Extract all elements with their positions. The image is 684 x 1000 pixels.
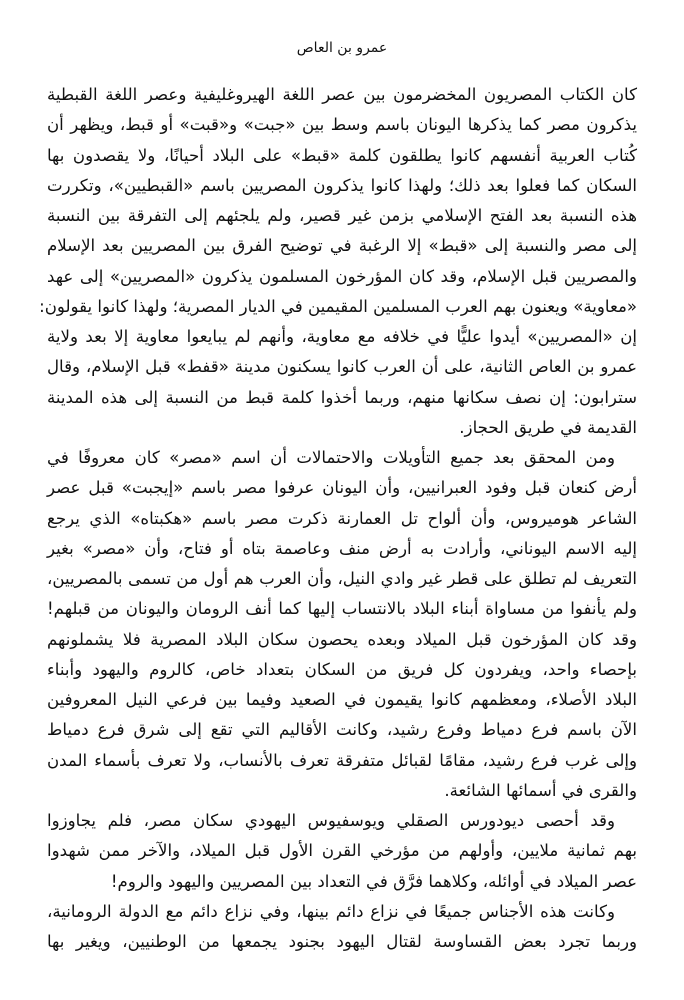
text-line: التعريف لم تطلق على قطر غير وادي النيل، وأن العرب هم أول من تسمى بالمصريين، bbox=[47, 569, 637, 588]
text-line: وقد كان المؤرخون قبل الميلاد وبعده يحصون سكان البلاد المصرية فلا يشملونهم bbox=[47, 629, 637, 649]
text-line: أرض كنعان قبل وفود العبرانيين، وأن اليونان عرفوا مصر باسم «إيجبت» قبل عصر bbox=[47, 478, 637, 498]
text-line: الآن باسم فرع دمياط وفرع رشيد، وكانت الأقاليم التي تقع إلى شرق فرع دمياط bbox=[47, 720, 637, 740]
text-line: السكان كما فعلوا بعد ذلك؛ ولهذا كانوا يذكرون المصريين باسم «القبطيين»، وتكررت bbox=[47, 175, 637, 195]
text-line: ولم يأنفوا من مساواة أبناء البلاد بالانتساب إليها كما أنف الرومان واليونان من قبلهم! bbox=[47, 599, 637, 619]
text-line: كان الكتاب المصريون المخضرمون بين عصر اللغة الهيروغليفية وعصر اللغة القبطية bbox=[47, 85, 637, 104]
text-line: كُتاب العربية أنفسهم كانوا يطلقون كلمة «قبط» على البلاد أحيانًا، ولا يقصدون بها bbox=[47, 145, 637, 165]
running-header-title: عمرو بن العاص bbox=[296, 40, 388, 56]
body-text bbox=[39, 80, 637, 957]
text-line: عمرو بن العاص الثانية، على أن العرب كانوا يسكنون مدينة «قفط» قبل الإسلام، وقال bbox=[47, 357, 637, 377]
text-line: وربما تجرد بعض القساوسة لقتال اليهود بجنود يجمعها من الوطنيين، ويغير بها bbox=[47, 932, 637, 951]
text-line: وكانت هذه الأجناس جميعًا في نزاع دائم بينها، وفي نزاع دائم مع الدولة الرومانية، bbox=[47, 901, 615, 921]
text-line: «معاوية» ويعنون بهم العرب المسلمين المقيمين في الديار المصرية؛ ولهذا كانوا يقولون: bbox=[39, 296, 637, 316]
text-line: والمصريين قبل الإسلام، وقد كان المؤرخون المسلمون يذكرون «المصريين» إلى عهد bbox=[47, 266, 637, 286]
text-line: إن «المصريين» أيدوا عليًّا في خلافه مع معاوية، وأنهم لم يبايعوا معاوية إلا بعد ولاية bbox=[47, 327, 637, 346]
text-line: إليه الاسم اليوناني، وأرادت به أرض منف وعاصمة بتاه أو فتاح، وأن «مصر» بغير bbox=[47, 538, 637, 558]
text-line: الشاعر هوميروس، وأن ألواح تل العمارنة ذكرت مصر باسم «هكبتاه» الذي يرجع bbox=[47, 508, 637, 528]
text-line: بهم ثمانية ملايين، وأولهم من مؤرخي القرن الأول قبل الميلاد، والآخر ممن شهدوا bbox=[47, 841, 637, 861]
text-line: والقرى في أسمائها الشائعة. bbox=[444, 780, 637, 800]
text-line: يذكرون مصر كما يذكرها اليونان باسم وسط بين «جبت» و«قبت» أو قبط، ويظهر أن bbox=[47, 115, 637, 135]
text-line: عصر الميلاد في أوائله، وكلاهما فرَّق في التعداد بين المصريين واليهود والروم! bbox=[110, 871, 637, 891]
paragraph bbox=[39, 80, 637, 443]
text-line: إلى مصر والنسبة إلى «قبط» إلا الرغبة في توضيح الفرق بين المصريين بعد الإسلام bbox=[47, 236, 637, 256]
text-line: البلاد الأصلاء، ومعظمهم كانوا يقيمون في الصعيد وفيما بين فرعي النيل المعروفين bbox=[47, 690, 637, 709]
paragraph bbox=[47, 806, 637, 897]
text-line: سترابون: إن نصف سكانها منهم، وربما أخذوا كلمة قبط من النسبة إلى هذه المدينة bbox=[47, 387, 637, 407]
paragraph bbox=[47, 443, 637, 806]
text-line: وإلى غرب فرع رشيد، مقامًا لقبائل متفرقة تعرف بالأنساب، ولا تعرف بأسماء المدن bbox=[47, 750, 637, 770]
text-line: هذه النسبة بعد الفتح الإسلامي بزمن غير قصير، ولم يلجئهم إلى التفرقة بين النسبة bbox=[47, 206, 637, 225]
text-line: القديمة في طريق الحجاز. bbox=[459, 417, 637, 437]
text-line: وقد أحصى ديودورس الصقلي ويوسفيوس اليهودي سكان مصر، فلم يجاوزوا bbox=[47, 811, 615, 830]
paragraph bbox=[47, 897, 637, 958]
text-line: بإحصاء واحد، ويفردون كل فريق من السكان بتعداد خاص، كالروم واليهود وأبناء bbox=[47, 659, 637, 679]
text-line: ومن المحقق بعد جميع التأويلات والاحتمالات أن اسم «مصر» كان معروفًا في bbox=[47, 448, 615, 467]
